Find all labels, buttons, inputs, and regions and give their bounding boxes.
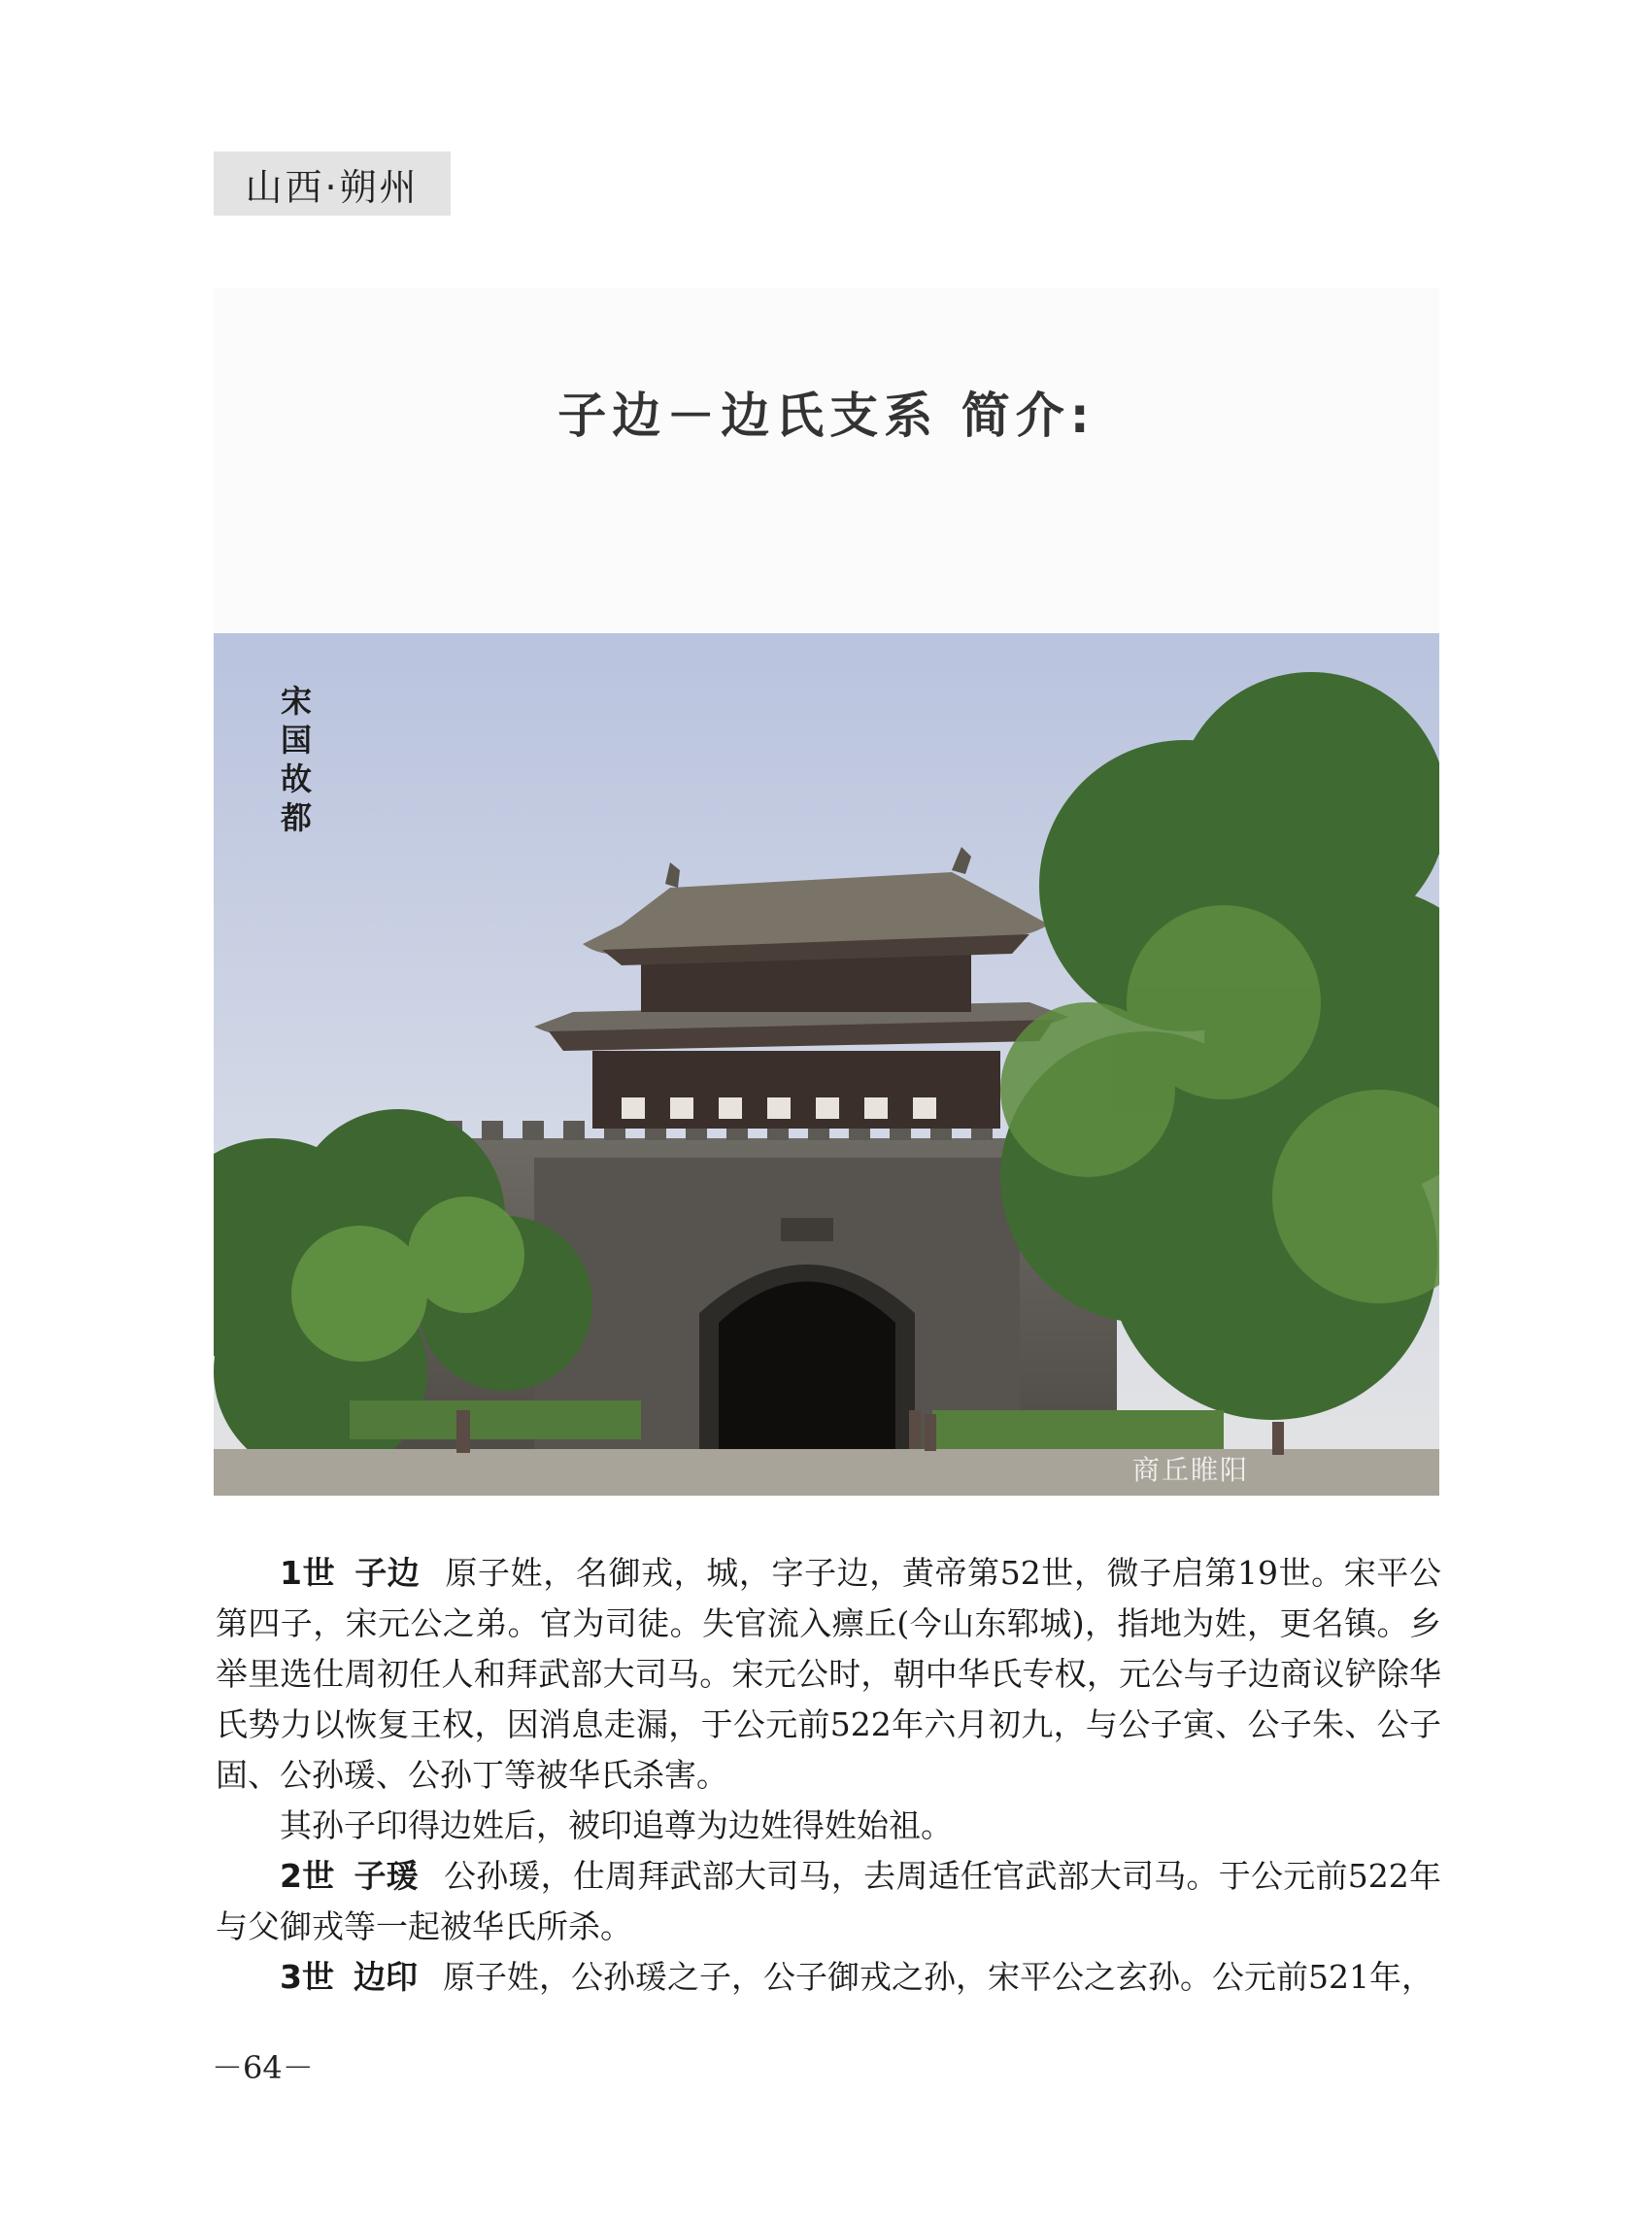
generation-label: 1世 [280, 1554, 336, 1592]
entry-paragraph [216, 1851, 1441, 1952]
entry-text: 原子姓，名御戎，城，字子边，黄帝第52世，微子启第19世。宋平公第四子，宋元公之弟。官为司徒。失官流入瘭丘(今山东郓城)，指地为姓，更名镇。乡举里选仕周初任人和拜武部大司马。宋元公时，朝中华氏专权，元公与子边商议铲除华氏势力以恢复王权，因消息走漏，于公元前522年六月初九，与公子寅、公子朱、公子固、公孙瑗、公孙丁等被华氏杀害。 [216, 1554, 1442, 1794]
page-number: －64－ [212, 2049, 314, 2086]
city-gate-photo [214, 633, 1439, 1496]
caption-char: 宋 [280, 683, 312, 720]
person-name: 子边 [354, 1554, 421, 1592]
caption-char: 都 [280, 799, 312, 836]
figure-panel [214, 287, 1439, 1496]
person-name: 子瑗 [354, 1857, 419, 1895]
entry-paragraph [216, 1548, 1441, 1801]
figure-title: 子边－边氏支系 简介: [557, 388, 1096, 444]
entry-text: 其孙子印得边姓后，被印追尊为边姓得姓始祖。 [280, 1806, 953, 1844]
photo-watermark: 商丘睢阳 [1131, 1454, 1249, 1486]
entry-paragraph [216, 1801, 1441, 1851]
photo-vertical-caption [274, 682, 319, 837]
body-text [216, 1548, 1441, 2003]
section-header-tag: 山西·朔州 [214, 152, 451, 216]
caption-char: 国 [280, 722, 312, 759]
entry-text: 原子姓，公孙瑗之子，公子御戎之孙，宋平公之玄孙。公元前521年， [442, 1958, 1433, 1996]
generation-label: 2世 [280, 1857, 335, 1895]
generation-label: 3世 [280, 1958, 334, 1996]
caption-char: 故 [280, 760, 312, 797]
person-name: 边印 [353, 1958, 418, 1996]
entry-paragraph [216, 1952, 1441, 2003]
entry-text: 公孙瑗，仕周拜武部大司马，去周适任官武部大司马。于公元前522年与父御戎等一起被华氏所杀。 [216, 1857, 1441, 1945]
